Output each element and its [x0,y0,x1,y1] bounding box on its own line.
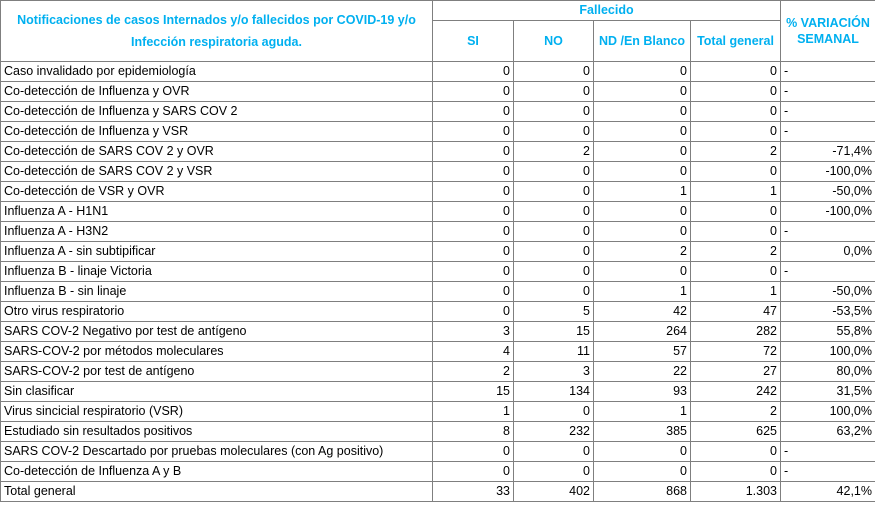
cell-si: 0 [433,242,514,262]
row-label: Virus sincicial respiratorio (VSR) [1,402,433,422]
cell-si: 0 [433,462,514,482]
row-label: SARS COV-2 Descartado por pruebas moleculares (con Ag positivo) [1,442,433,462]
table-body [1,62,875,502]
column-header-no: NO [514,21,594,62]
cell-total: 1 [691,182,781,202]
row-label: Co-detección de Influenza y OVR [1,82,433,102]
column-header-total: Total general [691,21,781,62]
cell-total: 0 [691,262,781,282]
row-label: Co-detección de SARS COV 2 y OVR [1,142,433,162]
cell-total: 1.303 [691,482,781,502]
row-label: Influenza A - sin subtipificar [1,242,433,262]
cell-variacion: -53,5% [781,302,875,322]
cell-nd: 93 [594,382,691,402]
cell-variacion: 100,0% [781,402,875,422]
cell-nd: 0 [594,262,691,282]
cell-no: 232 [514,422,594,442]
row-label: Otro virus respiratorio [1,302,433,322]
cell-no: 5 [514,302,594,322]
cell-no: 0 [514,102,594,122]
cell-nd: 1 [594,282,691,302]
cell-no: 0 [514,202,594,222]
cell-variacion: 0,0% [781,242,875,262]
cell-variacion: 55,8% [781,322,875,342]
cell-si: 0 [433,202,514,222]
table-row [1,462,875,482]
cell-total: 0 [691,162,781,182]
cell-total: 47 [691,302,781,322]
cell-no: 0 [514,182,594,202]
row-label: Co-detección de Influenza y VSR [1,122,433,142]
row-label: Co-detección de SARS COV 2 y VSR [1,162,433,182]
cell-si: 4 [433,342,514,362]
table-row [1,142,875,162]
cell-total: 0 [691,462,781,482]
table-row [1,182,875,202]
cell-nd: 868 [594,482,691,502]
row-label: Co-detección de VSR y OVR [1,182,433,202]
cell-si: 0 [433,102,514,122]
cell-nd: 1 [594,182,691,202]
table-row [1,282,875,302]
cell-si: 0 [433,82,514,102]
table-row [1,402,875,422]
table-row [1,82,875,102]
cell-si: 2 [433,362,514,382]
table-row [1,302,875,322]
cell-variacion: - [781,222,875,242]
cell-total: 1 [691,282,781,302]
cell-total: 2 [691,402,781,422]
cell-variacion: - [781,442,875,462]
cell-variacion: 42,1% [781,482,875,502]
row-label: SARS COV-2 Negativo por test de antígeno [1,322,433,342]
cell-nd: 22 [594,362,691,382]
cell-total: 72 [691,342,781,362]
cell-nd: 0 [594,102,691,122]
cell-variacion: 63,2% [781,422,875,442]
cell-no: 0 [514,162,594,182]
table-row [1,382,875,402]
cell-si: 8 [433,422,514,442]
cell-nd: 0 [594,142,691,162]
cell-nd: 42 [594,302,691,322]
cell-total: 0 [691,122,781,142]
cell-variacion: - [781,122,875,142]
cell-no: 11 [514,342,594,362]
cell-no: 0 [514,122,594,142]
cell-si: 0 [433,282,514,302]
table-row [1,202,875,222]
column-header-variacion: % VARIACIÓN SEMANAL [781,1,875,62]
table-row [1,422,875,442]
table-row [1,162,875,182]
cell-si: 0 [433,442,514,462]
table-row [1,342,875,362]
cell-si: 0 [433,262,514,282]
table-row [1,222,875,242]
cell-nd: 385 [594,422,691,442]
cell-nd: 0 [594,82,691,102]
cell-total: 2 [691,142,781,162]
cell-variacion: - [781,262,875,282]
row-label: Caso invalidado por epidemiología [1,62,433,82]
row-label: Estudiado sin resultados positivos [1,422,433,442]
row-label: Influenza B - sin linaje [1,282,433,302]
cell-variacion: -100,0% [781,162,875,182]
cell-no: 15 [514,322,594,342]
cell-si: 0 [433,302,514,322]
cell-no: 0 [514,462,594,482]
cell-nd: 0 [594,462,691,482]
table-title: Notificaciones de casos Internados y/o fallecidos por COVID-19 y/o Infección respiratoria aguda. [1,1,433,62]
cell-nd: 264 [594,322,691,342]
row-label: SARS-COV-2 por test de antígeno [1,362,433,382]
cell-no: 0 [514,262,594,282]
group-header-fallecido: Fallecido [433,1,781,21]
row-label: Influenza A - H3N2 [1,222,433,242]
cell-total: 282 [691,322,781,342]
cell-total: 0 [691,222,781,242]
cell-variacion: -100,0% [781,202,875,222]
cell-total: 242 [691,382,781,402]
cell-no: 0 [514,82,594,102]
cell-nd: 0 [594,122,691,142]
cell-total: 0 [691,62,781,82]
cell-no: 0 [514,62,594,82]
cell-total: 0 [691,202,781,222]
cell-si: 0 [433,222,514,242]
cell-si: 33 [433,482,514,502]
cell-no: 3 [514,362,594,382]
row-label: Sin clasificar [1,382,433,402]
cell-total: 0 [691,102,781,122]
cell-variacion: 31,5% [781,382,875,402]
row-label: Co-detección de Influenza A y B [1,462,433,482]
cell-no: 2 [514,142,594,162]
cell-si: 0 [433,62,514,82]
cell-total: 0 [691,442,781,462]
cell-si: 0 [433,122,514,142]
table-row [1,62,875,82]
cell-variacion: - [781,102,875,122]
row-label: SARS-COV-2 por métodos moleculares [1,342,433,362]
cell-no: 0 [514,442,594,462]
table-row [1,122,875,142]
cell-nd: 1 [594,402,691,422]
cell-no: 0 [514,222,594,242]
cell-variacion: - [781,462,875,482]
cell-nd: 0 [594,222,691,242]
cell-si: 3 [433,322,514,342]
cell-si: 0 [433,182,514,202]
cell-total: 2 [691,242,781,262]
table-row [1,242,875,262]
cell-si: 0 [433,142,514,162]
row-label: Total general [1,482,433,502]
cell-nd: 2 [594,242,691,262]
cell-variacion: -50,0% [781,282,875,302]
cell-nd: 57 [594,342,691,362]
cell-variacion: - [781,82,875,102]
cell-si: 15 [433,382,514,402]
cell-nd: 0 [594,162,691,182]
cell-no: 134 [514,382,594,402]
cell-total: 0 [691,82,781,102]
cell-total: 27 [691,362,781,382]
cell-variacion: 80,0% [781,362,875,382]
row-label: Co-detección de Influenza y SARS COV 2 [1,102,433,122]
column-header-si: SI [433,21,514,62]
row-label: Influenza A - H1N1 [1,202,433,222]
cell-no: 0 [514,242,594,262]
total-row [1,482,875,502]
cell-nd: 0 [594,202,691,222]
table-row [1,262,875,282]
cell-no: 402 [514,482,594,502]
cell-variacion: -71,4% [781,142,875,162]
cell-si: 1 [433,402,514,422]
cell-variacion: - [781,62,875,82]
table-row [1,442,875,462]
cell-si: 0 [433,162,514,182]
cell-nd: 0 [594,62,691,82]
cell-nd: 0 [594,442,691,462]
cell-variacion: -50,0% [781,182,875,202]
column-header-nd: ND /En Blanco [594,21,691,62]
table-row [1,102,875,122]
cell-total: 625 [691,422,781,442]
row-label: Influenza B - linaje Victoria [1,262,433,282]
table-row [1,322,875,342]
cell-variacion: 100,0% [781,342,875,362]
cell-no: 0 [514,282,594,302]
table-row [1,362,875,382]
cell-no: 0 [514,402,594,422]
